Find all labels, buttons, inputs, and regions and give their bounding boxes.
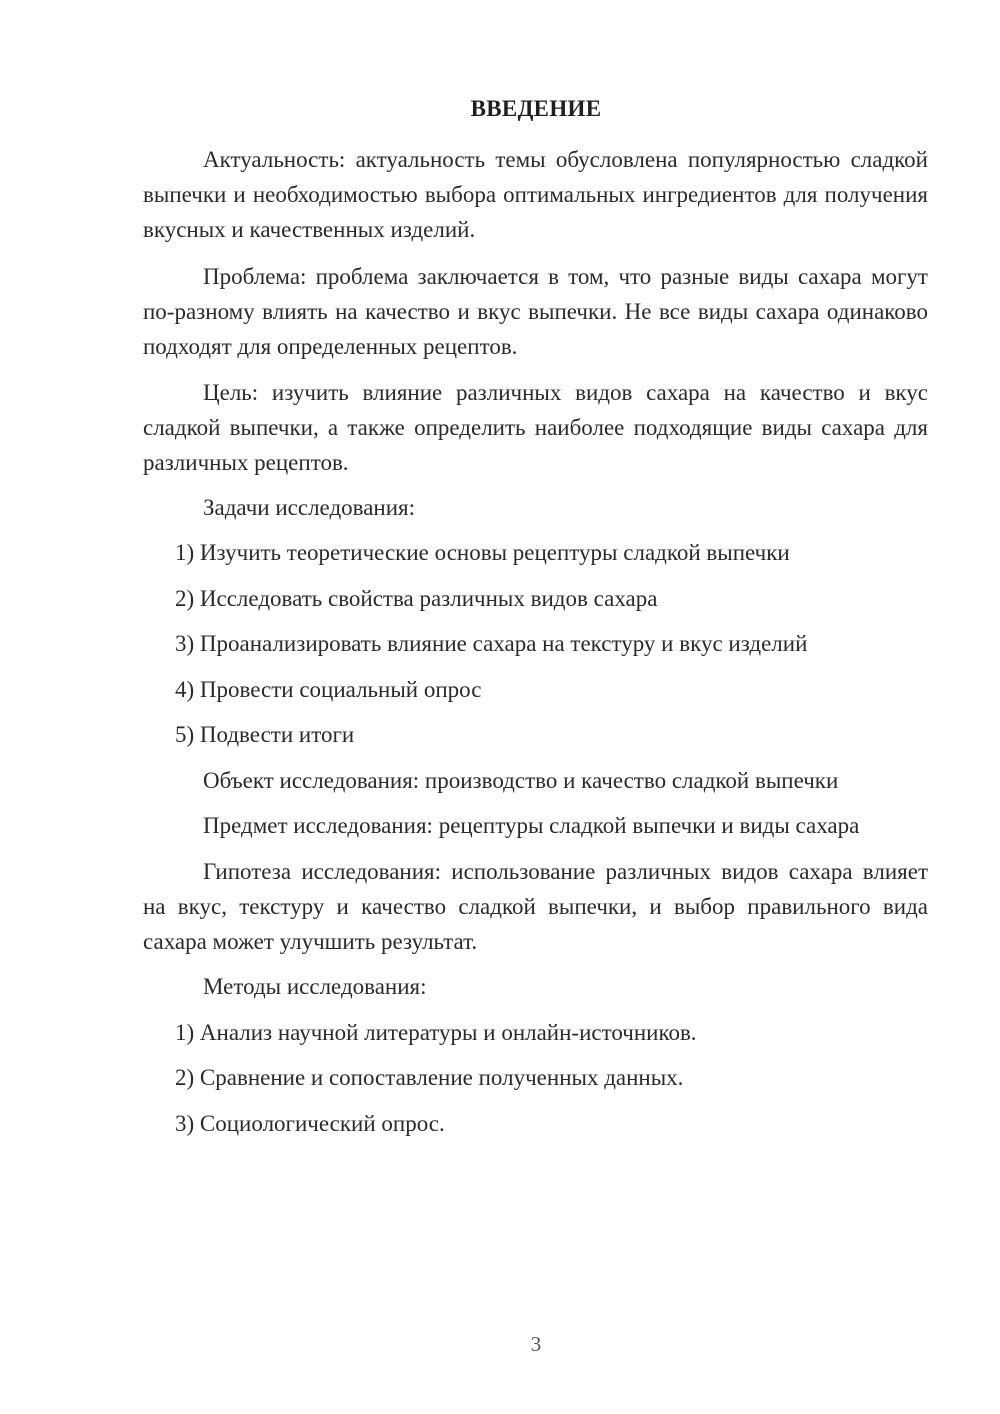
methods-title: Методы исследования: <box>203 974 427 999</box>
relevance-paragraph: Актуальность: актуальность темы обусловлена популярностью сладкой выпечки и необходимостью выбора оптимальных ингредиентов для получения вкусных и качественных изделий. <box>143 147 928 242</box>
problem-paragraph: Проблема: проблема заключается в том, что разные виды сахара могут по-разному влиять на качество и вкус выпечки. Не все виды сахара одинаково подходят для определенных рецептов. <box>143 264 928 359</box>
goal-paragraph: Цель: изучить влияние различных видов сахара на качество и вкус сладкой выпечки, а также определить наиболее подходящие виды сахара для различных рецептов. <box>143 380 928 475</box>
task-item: 4) Провести социальный опрос <box>175 677 482 702</box>
page-title: ВВЕДЕНИЕ <box>470 96 602 121</box>
task-item: 1) Изучить теоретические основы рецептуры сладкой выпечки <box>175 540 790 565</box>
method-item: 1) Анализ научной литературы и онлайн-источников. <box>175 1020 697 1045</box>
task-item: 5) Подвести итоги <box>175 722 355 747</box>
task-item: 2) Исследовать свойства различных видов сахара <box>175 586 658 611</box>
method-item: 3) Социологический опрос. <box>175 1111 445 1136</box>
research-subject: Предмет исследования: рецептуры сладкой выпечки и виды сахара <box>203 813 860 838</box>
research-object: Объект исследования: производство и качество сладкой выпечки <box>203 768 839 793</box>
task-item: 3) Проанализировать влияние сахара на текстуру и вкус изделий <box>175 631 808 656</box>
page-number: 3 <box>530 1332 542 1356</box>
tasks-title: Задачи исследования: <box>203 495 416 520</box>
hypothesis-paragraph: Гипотеза исследования: использование различных видов сахара влияет на вкус, текстуру и качество сладкой выпечки, и выбор правильного вида сахара может улучшить результат. <box>143 859 928 954</box>
method-item: 2) Сравнение и сопоставление полученных данных. <box>175 1065 684 1090</box>
